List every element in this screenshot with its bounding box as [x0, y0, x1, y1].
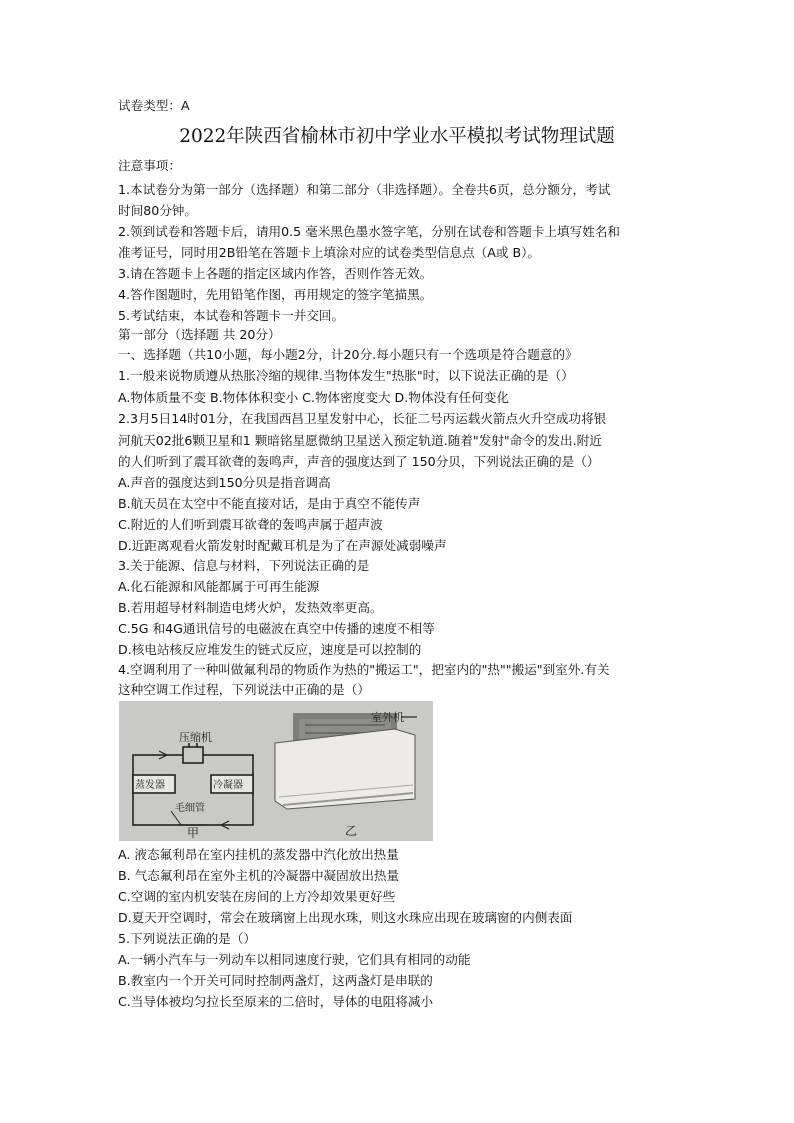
question-5-stem: 5.下列说法正确的是（）: [118, 931, 256, 946]
question-2-option-a: A.声音的强度达到150分贝是指音调高: [118, 475, 331, 490]
note-line: 时间80分钟。: [118, 203, 197, 218]
figure-label-jia: 甲: [187, 826, 200, 840]
question-4-option-a: A. 液态氟利昂在室内挂机的蒸发器中汽化放出热量: [118, 847, 399, 862]
question-2-option-b: B.航天员在太空中不能直接对话，是由于真空不能传声: [118, 496, 421, 511]
question-4-option-d: D.夏天开空调时，常会在玻璃窗上出现水珠，则这水珠应出现在玻璃窗的内侧表面: [118, 910, 573, 925]
question-4-stem: 这种空调工作过程，下列说法中正确的是（）: [118, 682, 370, 697]
question-2-stem: 2.3月5日14时01分，在我国西昌卫星发射中心，长征二号丙运载火箭点火升空成功将银: [118, 411, 607, 426]
paper-type: 试卷类型：A: [118, 98, 190, 113]
question-2-option-d: D.近距离观看火箭发射时配戴耳机是为了在声源处减弱噪声: [118, 538, 447, 553]
question-2-option-c: C.附近的人们听到震耳欲聋的轰鸣声属于超声波: [118, 517, 383, 532]
outdoor-unit-label: 室外机: [371, 711, 404, 724]
evaporator-label: 蒸发器: [135, 780, 165, 791]
question-5-option-b: B.教室内一个开关可同时控制两盏灯，这两盏灯是串联的: [118, 973, 433, 988]
note-line: 准考证号，同时用2B铅笔在答题卡上填涂对应的试卷类型信息点（A或 B）。: [118, 245, 541, 260]
question-4-option-c: C.空调的室内机安装在房间的上方冷却效果更好些: [118, 889, 396, 904]
question-4-option-b: B. 气态氟利昂在室外主机的冷凝器中凝固放出热量: [118, 868, 400, 883]
question-2-stem: 的人们听到了震耳欲聋的轰鸣声，声音的强度达到了 150分贝，下列说法正确的是（）: [118, 454, 600, 469]
note-line: 2.领到试卷和答题卡后，请用0.5 毫米黑色墨水签字笔，分别在试卷和答题卡上填写姓名和: [118, 224, 621, 239]
question-4-stem: 4.空调利用了一种叫做氟利昂的物质作为热的"搬运工"，把室内的"热""搬运"到室外.有关: [118, 662, 610, 677]
note-line: 4.答作图题时，先用铅笔作图，再用规定的签字笔描黑。: [118, 287, 433, 302]
air-conditioner-figure: [119, 701, 433, 841]
part-heading: 第一部分（选择题 共 20分）: [118, 327, 281, 342]
note-line: 3.请在答题卡上各题的指定区域内作答，否则作答无效。: [118, 266, 433, 281]
figure-label-yi: 乙: [345, 824, 358, 838]
question-1-stem: 1.一般来说物质遵从热胀冷缩的规律.当物体发生"热胀"时，以下说法正确的是（）: [118, 368, 574, 383]
question-3-option-b: B.若用超导材料制造电烤火炉，发热效率更高。: [118, 600, 383, 615]
question-3-option-c: C.5G 和4G通讯信号的电磁波在真空中传播的速度不相等: [118, 621, 435, 636]
note-line: 5.考试结束，本试卷和答题卡一并交回。: [118, 308, 345, 323]
question-5-option-c: C.当导体被均匀拉长至原来的二倍时，导体的电阻将减小: [118, 994, 434, 1009]
question-3-stem: 3.关于能源、信息与材料，下列说法正确的是: [118, 558, 370, 573]
compressor-label: 压缩机: [179, 731, 212, 744]
section-heading: 一、选择题（共10小题，每小题2分，计20分.每小题只有一个选项是符合题意的》: [118, 347, 578, 362]
question-1-options: A.物体质量不变 B.物体体积变小 C.物体密度变大 D.物体没有任何变化: [118, 390, 509, 405]
notes-heading: 注意事项：: [118, 158, 181, 173]
question-3-option-a: A.化石能源和风能都属于可再生能源: [118, 579, 320, 594]
note-line: 1.本试卷分为第一部分（选择题）和第二部分（非选择题）。全卷共6页，总分额分，考试: [118, 182, 611, 197]
exam-title: 2022年陕西省榆林市初中学业水平模拟考试物理试题: [179, 126, 615, 147]
question-5-option-a: A.一辆小汽车与一列动车以相同速度行驶，它们具有相同的动能: [118, 952, 471, 967]
question-2-stem: 河航天02批6颗卫星和1 颗暗铭星愿微纳卫星送入预定轨道.随着"发射"命令的发出.附近: [118, 433, 602, 448]
capillary-label: 毛细管: [175, 803, 205, 814]
condenser-label: 冷凝器: [213, 780, 243, 791]
question-3-option-d: D.核电站核反应堆发生的链式反应，速度是可以控制的: [118, 642, 422, 657]
